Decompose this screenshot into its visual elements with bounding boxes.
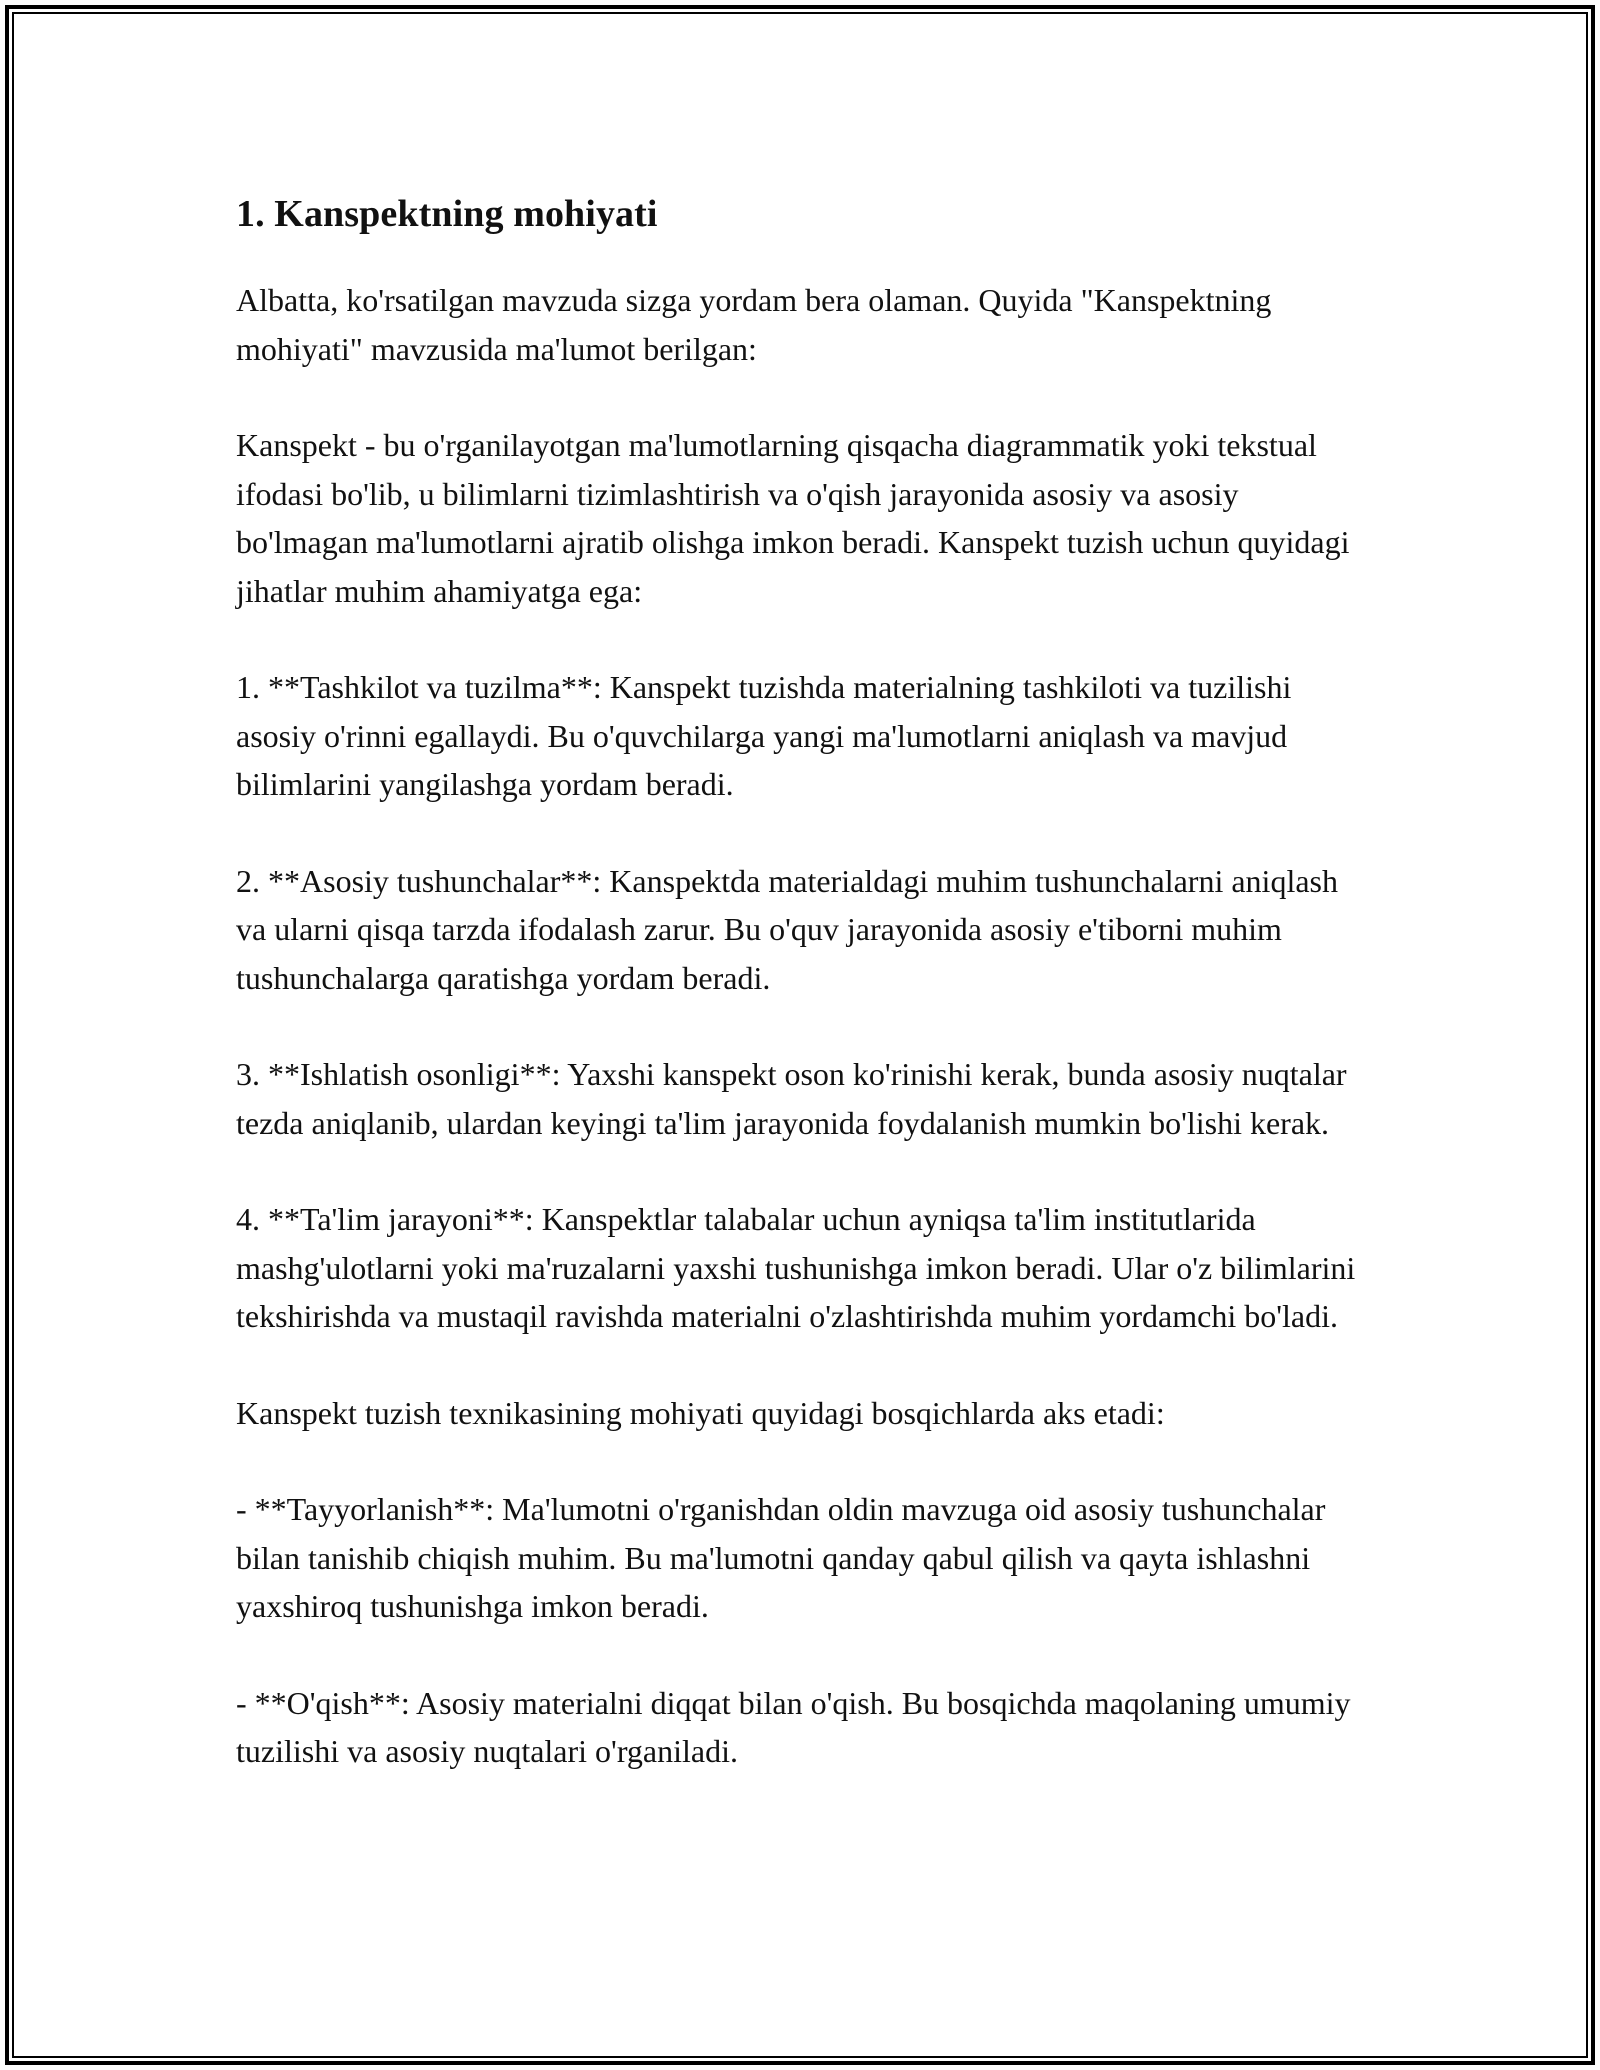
- document-body: [236, 188, 1376, 1824]
- list-item-ease-of-use: 3. **Ishlatish osonligi**: Yaxshi kanspekt oson ko'rinishi kerak, bunda asosiy nuqtalar tezda aniqlanib, ulardan keyingi ta'lim jarayonida foydalanish mumkin bo'lishi kerak.: [236, 1056, 1347, 1141]
- document-title: 1. Kanspektning mohiyati: [236, 193, 658, 235]
- list-item-key-concepts: 2. **Asosiy tushunchalar**: Kanspektda materialdagi muhim tushunchalarni aniqlash va ularni qisqa tarzda ifodalash zarur. Bu o'quv jarayonida asosiy e'tiborni muhim tushunchalarga qaratishga yordam beradi.: [236, 862, 1338, 996]
- definition-paragraph: Kanspekt - bu o'rganilayotgan ma'lumotlarning qisqacha diagrammatik yoki tekstual ifodasi bo'lib, u bilimlarni tizimlashtirish va o'qish jarayonida asosiy va asosiy bo'lmagan ma'lumotlarni ajratib olishga imkon beradi. Kanspekt tuzish uchun quyidagi jihatlar muhim ahamiyatga ega:: [236, 427, 1350, 609]
- stage-preparation: - **Tayyorlanish**: Ma'lumotni o'rganishdan oldin mavzuga oid asosiy tushunchalar bilan tanishib chiqish muhim. Bu ma'lumotni qanday qabul qilish va qayta ishlashni yaxshiroq tushunishga imkon beradi.: [236, 1491, 1326, 1624]
- stage-reading: - **O'qish**: Asosiy materialni diqqat bilan o'qish. Bu bosqichda maqolaning umumiy tuzilishi va asosiy nuqtalari o'rganiladi.: [236, 1684, 1351, 1769]
- intro-paragraph: Albatta, ko'rsatilgan mavzuda sizga yordam bera olaman. Quyida "Kanspektning mohiyati" mavzusida ma'lumot berilgan:: [236, 282, 1272, 367]
- list-item-organization: 1. **Tashkilot va tuzilma**: Kanspekt tuzishda materialning tashkiloti va tuzilishi asosiy o'rinni egallaydi. Bu o'quvchilarga yangi ma'lumotlarni aniqlash va mavjud bilimlarini yangilashga yordam beradi.: [236, 669, 1292, 802]
- list-item-learning-process: 4. **Ta'lim jarayoni**: Kanspektlar talabalar uchun ayniqsa ta'lim institutlarida mashg'ulotlarni yoki ma'ruzalarni yaxshi tushunishga imkon beradi. Ular o'z bilimlarini tekshirishda va mustaqil ravishda materialni o'zlashtirishda muhim yordamchi bo'ladi.: [236, 1201, 1356, 1334]
- stages-intro-paragraph: Kanspekt tuzish texnikasining mohiyati quyidagi bosqichlarda aks etadi:: [236, 1394, 1165, 1431]
